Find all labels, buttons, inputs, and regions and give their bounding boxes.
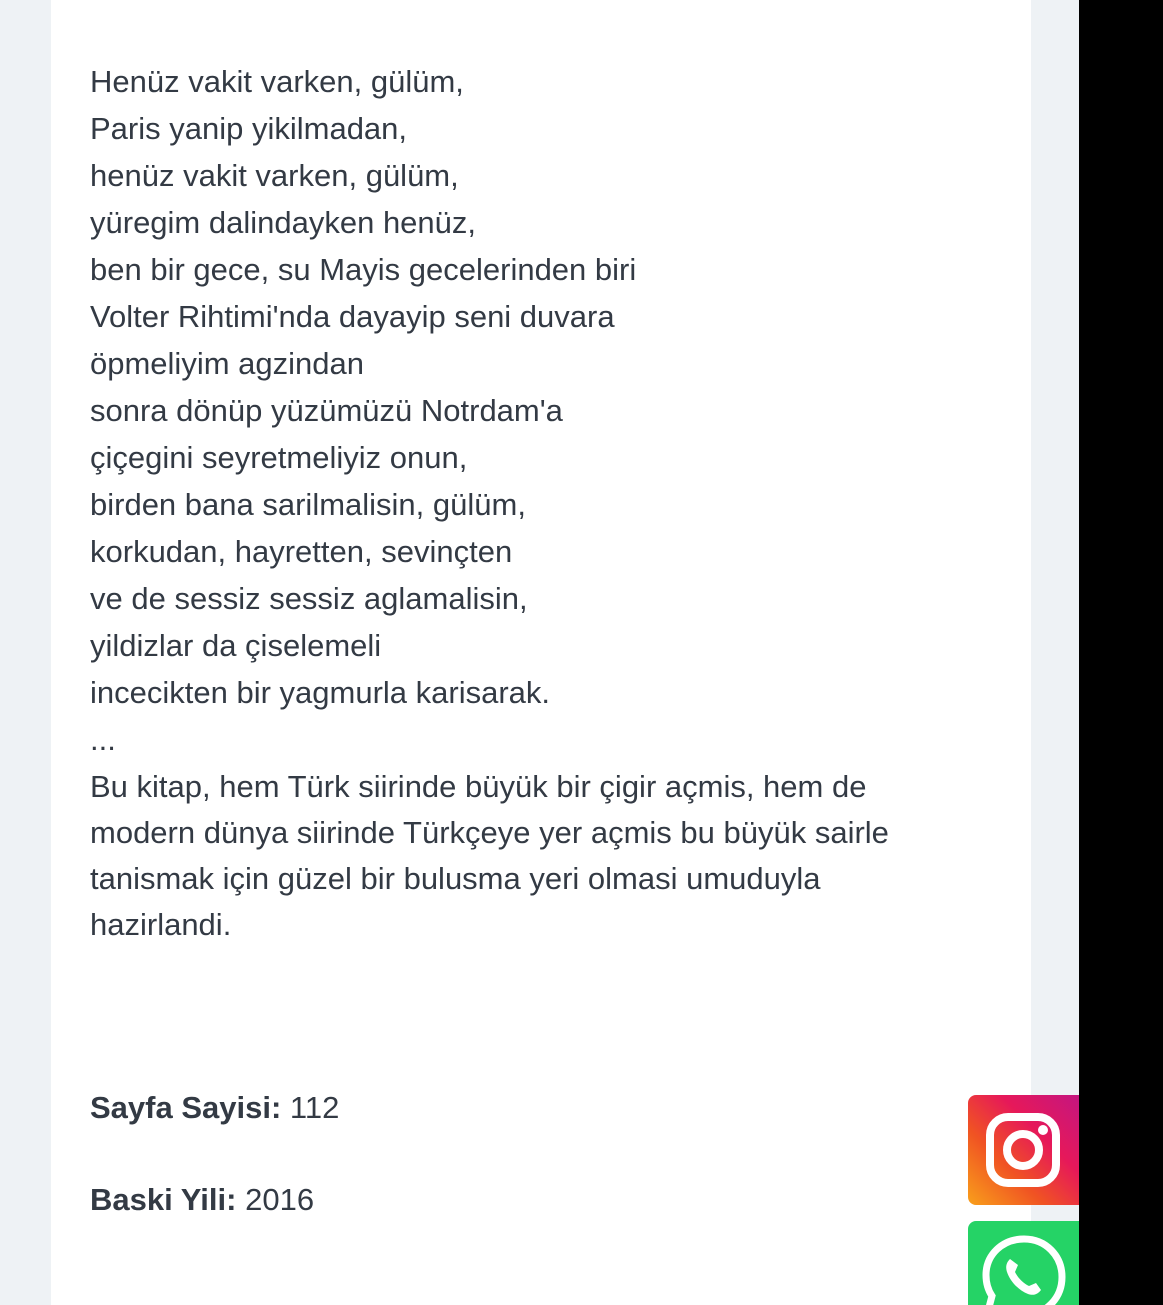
- poem-line: yildizlar da çiselemeli: [90, 628, 382, 663]
- poem-line: ben bir gece, su Mayis gecelerinden biri: [90, 252, 637, 287]
- page-count-label: Sayfa Sayisi:: [90, 1090, 282, 1125]
- poem-line: ve de sessiz sessiz aglamalisin,: [90, 581, 528, 616]
- poem-line: henüz vakit varken, gülüm,: [90, 158, 459, 193]
- whatsapp-button[interactable]: [968, 1221, 1079, 1305]
- print-year-value: 2016: [245, 1182, 315, 1217]
- page-count-value: 112: [289, 1090, 340, 1125]
- poem-line: sonra dönüp yüzümüzü Notrdam'a: [90, 393, 563, 428]
- poem-ellipsis: ...: [90, 722, 116, 757]
- poem-line: Volter Rihtimi'nda dayayip seni duvara: [90, 299, 615, 334]
- right-edge: [1079, 0, 1163, 1305]
- poem-line: çiçegini seyretmeliyiz onun,: [90, 440, 468, 475]
- print-year-label: Baski Yili:: [90, 1182, 237, 1217]
- instagram-icon: [978, 1105, 1068, 1195]
- poem-line: Paris yanip yikilmadan,: [90, 111, 408, 146]
- poem-excerpt: [90, 58, 990, 763]
- poem-line: incecikten bir yagmurla karisarak.: [90, 675, 551, 710]
- instagram-button[interactable]: [968, 1095, 1079, 1205]
- poem-line: korkudan, hayretten, sevinçten: [90, 534, 513, 569]
- whatsapp-icon: [974, 1227, 1074, 1305]
- book-description: Bu kitap, hem Türk siirinde büyük bir çigir açmis, hem de modern dünya siirinde Türkçeye yer açmis bu büyük sairle tanismak için güzel bir bulusma yeri olmasi umuduyla hazirlandi.: [90, 769, 889, 942]
- poem-line: yüregim dalindayken henüz,: [90, 205, 477, 240]
- poem-line: Henüz vakit varken, gülüm,: [90, 64, 464, 99]
- page-count: [90, 1088, 339, 1128]
- poem-line: öpmeliyim agzindan: [90, 346, 364, 381]
- print-year: [90, 1180, 314, 1220]
- poem-line: birden bana sarilmalisin, gülüm,: [90, 487, 526, 522]
